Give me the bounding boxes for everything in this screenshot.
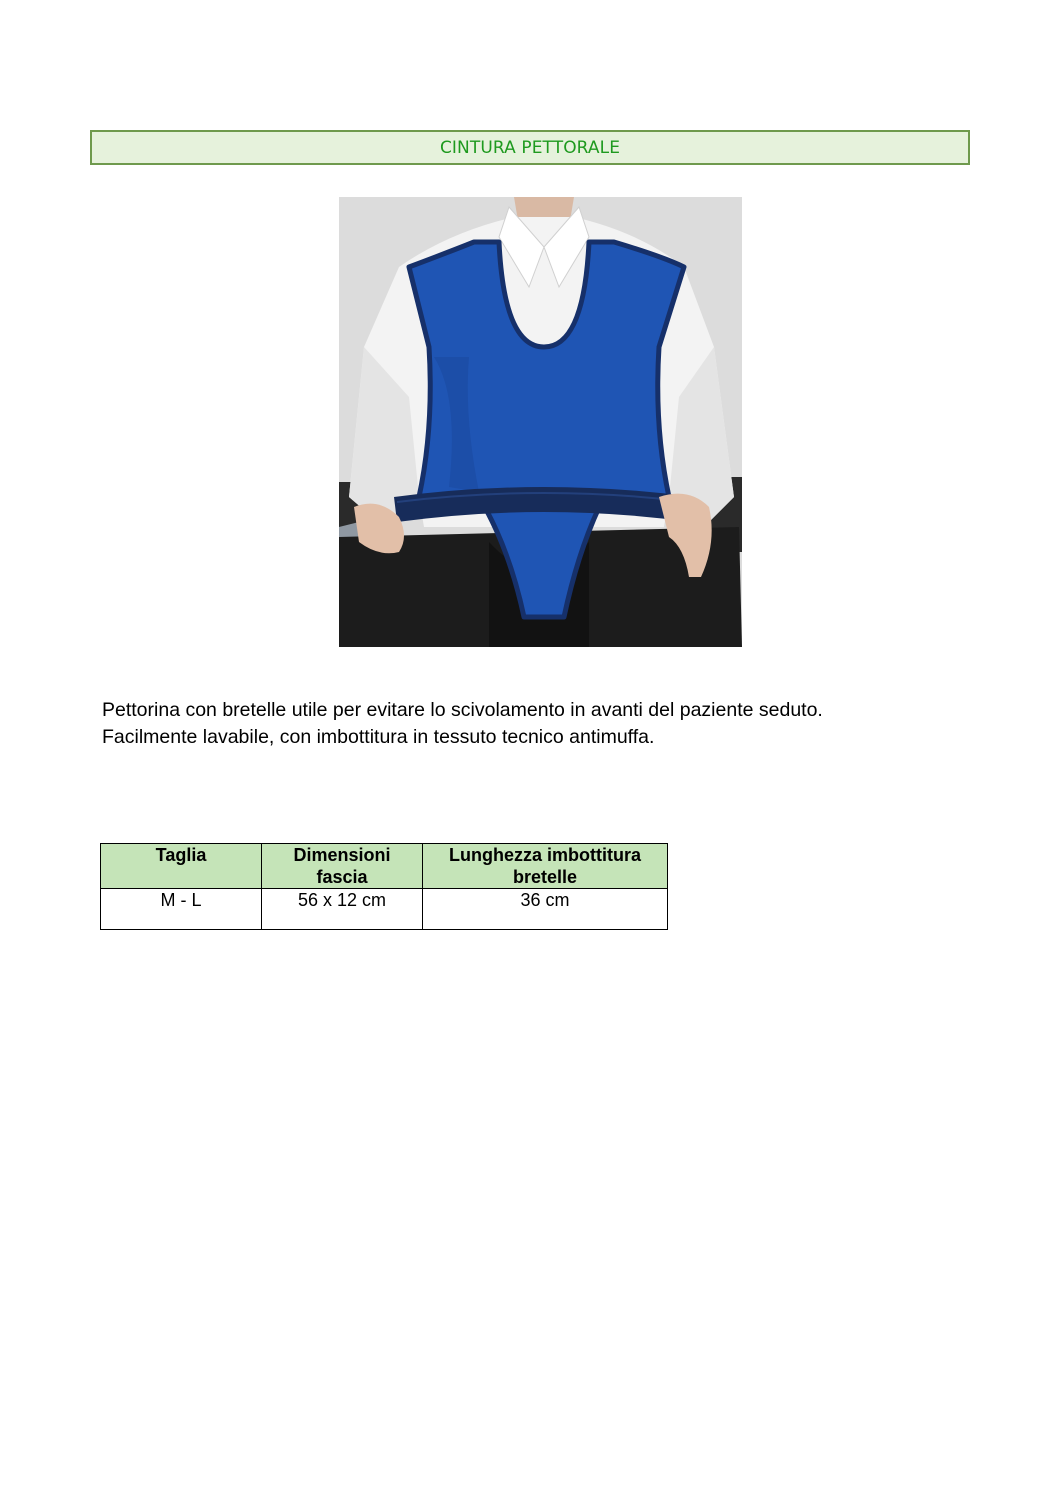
header-band-dimensions: Dimensioni fascia [262, 844, 423, 889]
header-padding-length: Lunghezza imbottitura bretelle [423, 844, 668, 889]
table-row [101, 889, 668, 930]
header-size: Taglia [101, 844, 262, 889]
product-description [102, 697, 982, 751]
product-photo [339, 197, 742, 647]
table-header-row [101, 844, 668, 889]
page-title: CINTURA PETTORALE [439, 137, 621, 158]
chest-harness-vest-photo-icon [339, 197, 742, 647]
title-banner [90, 130, 970, 165]
size-table [100, 843, 668, 930]
cell-size: M - L [101, 889, 262, 930]
description-line-2: Facilmente lavabile, con imbottitura in tessuto tecnico antimuffa. [102, 726, 655, 748]
description-line-1: Pettorina con bretelle utile per evitare lo scivolamento in avanti del paziente seduto. [102, 699, 823, 721]
cell-padding-length: 36 cm [423, 889, 668, 930]
cell-band-dimensions: 56 x 12 cm [262, 889, 423, 930]
